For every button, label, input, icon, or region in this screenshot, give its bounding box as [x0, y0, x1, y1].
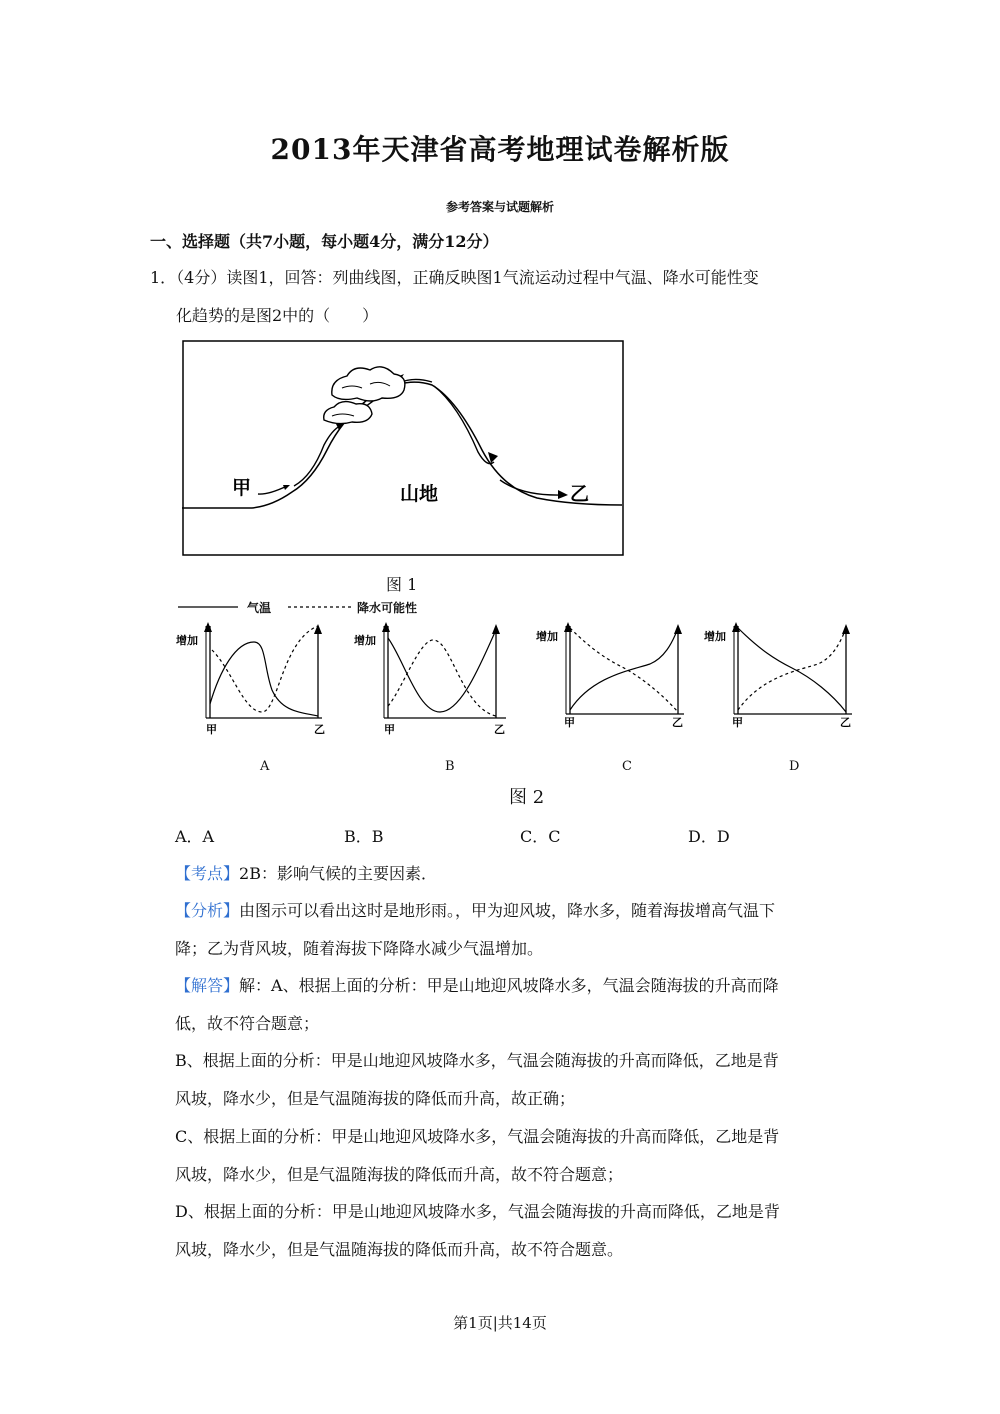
page-footer: 第1页|共14页 — [453, 1314, 547, 1332]
panel-c-graph — [536, 622, 684, 729]
option-a: A．A — [175, 827, 215, 846]
panel-c-label: C — [622, 759, 632, 774]
fenxi-line-1 — [175, 898, 775, 921]
figure-1-label-jia: 甲 — [232, 477, 252, 499]
panel-b-y-label: 增加 — [354, 634, 376, 647]
panel-a-graph — [176, 622, 325, 736]
section-heading: 一、选择题（共7小题，每小题4分，满分12分） — [150, 232, 499, 251]
panel-a-precipitation-curve — [212, 626, 318, 712]
panel-c-x-start: 甲 — [564, 716, 575, 729]
figure-1-frame — [183, 341, 623, 555]
panel-b-x-end: 乙 — [494, 723, 505, 736]
answer-c-line-1: C、根据上面的分析：甲是山地迎风坡降水多，气温会随海拔的升高而降低，乙地是背 — [175, 1127, 780, 1146]
page-title: 2013年天津省高考地理试卷解析版 — [270, 133, 730, 166]
legend-solid-line — [178, 600, 248, 614]
panel-d-graph — [704, 622, 852, 729]
answer-b-line-2: 风坡，降水少，但是气温随海拔的降低而升高，故正确； — [175, 1089, 576, 1108]
legend-dashed-line — [288, 600, 358, 614]
answer-d-line-2: 风坡，降水少，但是气温随海拔的降低而升高，故不符合题意。 — [175, 1240, 624, 1259]
page-subtitle: 参考答案与试题解析 — [445, 200, 554, 214]
panel-b-label: B — [445, 759, 455, 774]
jieda-text-1: 解：A、根据上面的分析：甲是山地迎风坡降水多，气温会随海拔的升高而降 — [239, 976, 779, 995]
question-line-1: 1．（4分）读图1，回答：列曲线图，正确反映图1气流运动过程中气温、降水可能性变 — [150, 268, 759, 287]
answer-d-line-1: D、根据上面的分析：甲是山地迎风坡降水多，气温会随海拔的升高而降低，乙地是背 — [175, 1202, 780, 1221]
legend-precipitation-label: 降水可能性 — [357, 601, 418, 615]
panel-c-y-label: 增加 — [536, 630, 558, 643]
figure-1-label-mountain: 山地 — [400, 483, 439, 505]
figure-2-caption: 图 2 — [509, 787, 545, 808]
panel-b-temperature-curve — [388, 630, 496, 712]
option-b: B．B — [344, 827, 384, 846]
panel-a-label: A — [260, 759, 270, 774]
panel-a-temperature-curve — [210, 642, 318, 716]
panel-d-y-label: 增加 — [704, 630, 726, 643]
panel-d-x-start: 甲 — [732, 716, 743, 729]
panel-c-precipitation-curve — [570, 628, 678, 712]
kaodian-line — [175, 861, 437, 884]
panel-b-graph — [354, 622, 506, 736]
figure-1-caption: 图 1 — [386, 575, 418, 594]
panel-d-temperature-curve — [738, 628, 846, 712]
panel-d-precipitation-curve — [738, 628, 846, 710]
answer-b-line-1: B、根据上面的分析：甲是山地迎风坡降水多，气温会随海拔的升高而降低，乙地是背 — [175, 1051, 779, 1070]
figure-1-label-yi: 乙 — [570, 483, 590, 505]
jieda-line-1 — [175, 973, 779, 996]
option-d: D．D — [688, 827, 730, 846]
panel-a-y-label: 增加 — [176, 634, 198, 647]
jieda-tag: 【解答】 — [175, 976, 240, 995]
panel-c-x-end: 乙 — [672, 716, 683, 729]
figure-1-mountain-diagram — [182, 340, 624, 556]
panel-a-x-end: 乙 — [314, 723, 325, 736]
panel-a-x-start: 甲 — [206, 723, 217, 736]
panel-c-temperature-curve — [570, 628, 678, 710]
question-line-2: 化趋势的是图2中的（ ） — [176, 306, 379, 325]
jieda-line-2: 低，故不符合题意； — [175, 1014, 320, 1033]
fenxi-text-1: 由图示可以看出这时是地形雨。，甲为迎风坡，降水多，随着海拔增高气温下 — [239, 901, 776, 920]
panel-b-x-start: 甲 — [384, 723, 395, 736]
kaodian-text: 2B：影响气候的主要因素． — [239, 864, 437, 883]
fenxi-line-2: 降；乙为背风坡，随着海拔下降降水减少气温增加。 — [175, 939, 544, 958]
legend-temperature-label: 气温 — [247, 601, 272, 615]
figure-2-panels — [172, 620, 862, 745]
option-c: C．C — [520, 827, 561, 846]
panel-d-x-end: 乙 — [840, 716, 851, 729]
kaodian-tag: 【考点】 — [175, 864, 240, 883]
answer-c-line-2: 风坡，降水少，但是气温随海拔的降低而升高，故不符合题意； — [175, 1165, 624, 1184]
panel-b-precipitation-curve — [388, 640, 496, 716]
panel-d-label: D — [789, 759, 800, 774]
fenxi-tag: 【分析】 — [175, 901, 240, 920]
